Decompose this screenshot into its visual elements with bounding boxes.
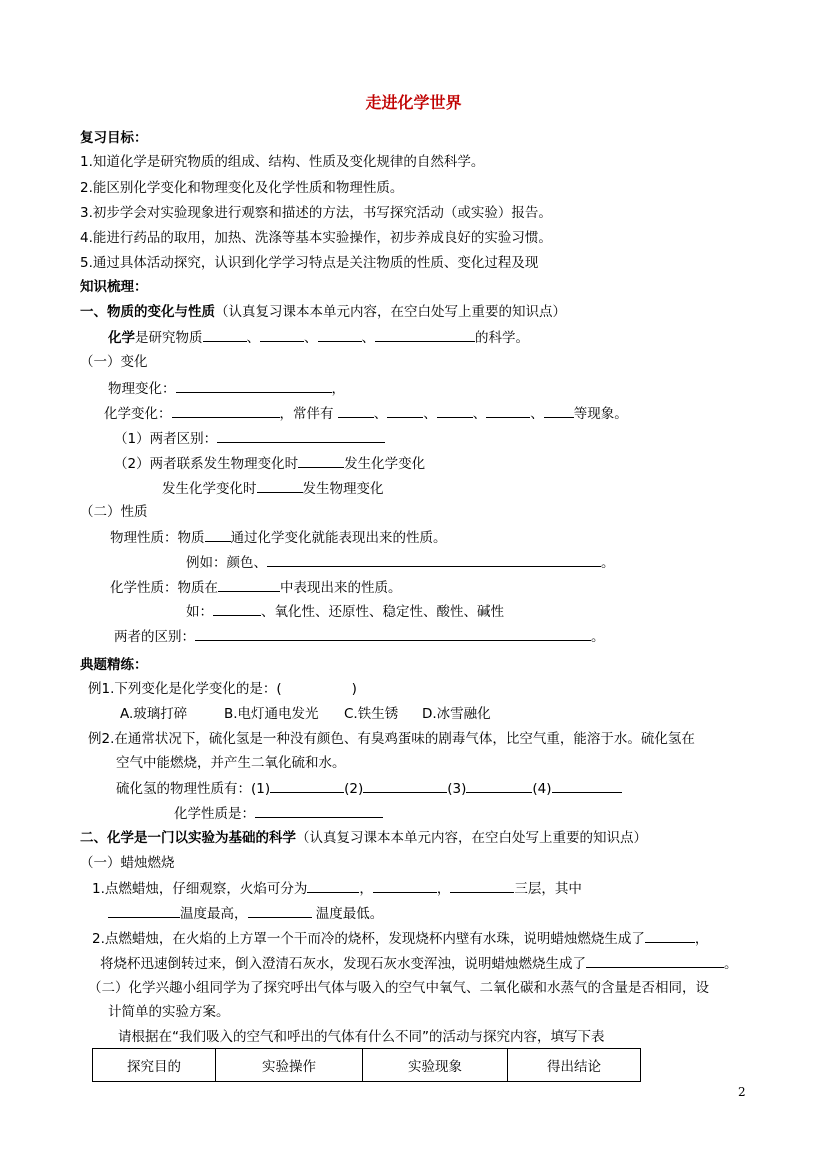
section2-title-bold: 二、化学是一门以实验为基础的科学 — [80, 830, 296, 846]
relation-end: 发生化学变化 — [344, 456, 426, 472]
goal-item: 2.能区别化学变化和物理变化及化学性质和物理性质。 — [80, 180, 404, 196]
blank[interactable] — [248, 903, 312, 918]
relation-text: 发生化学变化时 — [162, 481, 257, 497]
ex2-phys-label: 硫化氢的物理性质有： — [116, 781, 251, 797]
sep: 、 — [246, 330, 260, 346]
q1-cold: 温度最低。 — [315, 906, 384, 922]
group-line1: （二）化学兴趣小组同学为了探究呼出气体与吸入的空气中氧气、二氧化碳和水蒸气的含量是否相同，设 — [88, 980, 709, 996]
blank[interactable] — [298, 453, 344, 468]
num: (3) — [447, 781, 467, 797]
blank[interactable] — [176, 378, 332, 393]
num: (1) — [251, 781, 271, 797]
q2-text: 将烧杯迅速倒转过来，倒入澄清石灰水，发现石灰水变浑浊，说明蜡烛燃烧生成了 — [100, 956, 586, 972]
table-header-cell: 实验现象 — [363, 1049, 508, 1082]
experiment-table — [92, 1048, 641, 1082]
relation-line-2 — [162, 478, 384, 499]
comma: ， — [436, 881, 451, 897]
option-c: C.铁生锈 — [344, 706, 399, 722]
blank[interactable] — [257, 478, 303, 493]
num: (2) — [344, 781, 364, 797]
blank[interactable] — [213, 601, 261, 616]
example1-options — [120, 704, 491, 724]
comma: ， — [359, 881, 373, 897]
candle-q2-line1 — [92, 928, 708, 949]
example2-line2: 空气中能燃烧，并产生二氧化硫和水。 — [116, 755, 346, 771]
blank[interactable] — [387, 403, 423, 418]
q2-text: 2.点燃蜡烛，在火焰的上方罩一个干而冷的烧杯，发现烧杯内壁有水珠，说明蜡烛燃烧生成了 — [92, 931, 645, 947]
change-heading: （一）变化 — [80, 354, 148, 370]
blank[interactable] — [260, 327, 304, 342]
blank[interactable] — [437, 403, 473, 418]
blank[interactable] — [338, 403, 374, 418]
relation-end: 发生物理变化 — [302, 481, 384, 497]
blank[interactable] — [267, 552, 601, 567]
blank[interactable] — [586, 953, 724, 968]
ex2-chem-label: 化学性质是： — [174, 806, 255, 822]
phys-prop-label: 物理性质：物质 — [110, 530, 205, 546]
section2-title — [80, 828, 647, 848]
blank[interactable] — [318, 327, 362, 342]
num: (4) — [532, 781, 552, 797]
knowledge-heading: 知识梳理： — [80, 279, 148, 295]
property-difference-line — [114, 626, 605, 647]
example2-physical — [116, 778, 622, 799]
paren: ) — [351, 681, 357, 697]
chem-prop-label: 化学性质：物质在 — [110, 580, 218, 596]
relation-line-1 — [114, 453, 425, 474]
chem-example-label: 如： — [186, 604, 213, 620]
sep: 、 — [472, 406, 487, 422]
period: 。 — [591, 629, 605, 645]
chem-prop-text: 中表现出来的性质。 — [280, 580, 402, 596]
sep: 、 — [361, 330, 375, 346]
chemical-example-line — [186, 601, 504, 622]
often-with: ，常伴有 — [279, 406, 334, 422]
example2-line1: 例2.在通常状况下，硫化氢是一种没有颜色、有臭鸡蛋味的剧毒气体，比空气重，能溶于水。硫化氢在 — [88, 731, 695, 747]
physical-example-line — [186, 552, 615, 573]
table-row — [93, 1049, 641, 1082]
blank[interactable] — [486, 403, 530, 418]
blank[interactable] — [450, 878, 514, 893]
blank[interactable] — [218, 577, 280, 592]
page-number: 2 — [738, 1085, 746, 1099]
document-title: 走进化学世界 — [365, 93, 462, 112]
comma: ， — [331, 381, 345, 397]
chem-def-end: 的科学。 — [475, 330, 529, 346]
example2-chemical — [174, 803, 383, 824]
goal-item: 5.通过具体活动探究，认识到化学学习特点是关注物质的性质、变化过程及现 — [80, 255, 539, 271]
section1-title-bold: 一、物质的变化与性质 — [80, 304, 215, 320]
blank[interactable] — [466, 778, 532, 793]
blank[interactable] — [363, 778, 447, 793]
option-d: D.冰雪融化 — [422, 706, 491, 722]
blank[interactable] — [552, 778, 622, 793]
goal-item: 1.知道化学是研究物质的组成、结构、性质及变化规律的自然科学。 — [80, 154, 485, 170]
blank[interactable] — [375, 327, 475, 342]
blank[interactable] — [373, 878, 437, 893]
option-b: B.电灯通电发光 — [224, 706, 319, 722]
chem-def-text: 是研究物质 — [135, 330, 203, 346]
phys-prop-text: 通过化学变化就能表现出来的性质。 — [230, 530, 447, 546]
difference-label: （1）两者区别： — [114, 431, 218, 447]
blank[interactable] — [205, 527, 231, 542]
section1-title-note: （认真复习课本本单元内容，在空白处写上重要的知识点） — [215, 304, 566, 320]
blank[interactable] — [270, 778, 344, 793]
difference-line — [114, 428, 385, 449]
table-header-cell: 实验操作 — [216, 1049, 363, 1082]
blank[interactable] — [217, 428, 385, 443]
blank[interactable] — [255, 803, 383, 818]
section2-title-note: （认真复习课本本单元内容，在空白处写上重要的知识点） — [296, 830, 647, 846]
blank[interactable] — [108, 903, 180, 918]
blank[interactable] — [645, 928, 695, 943]
table-header-cell: 探究目的 — [93, 1049, 216, 1082]
chem-example-text: 、氧化性、还原性、稳定性、酸性、碱性 — [261, 604, 504, 620]
chem-def-bold: 化学 — [108, 330, 135, 346]
section1-title — [80, 302, 566, 322]
q1-text: 1.点燃蜡烛，仔细观察，火焰可分为 — [92, 881, 308, 897]
exercises-heading: 典题精练： — [80, 657, 148, 673]
chemical-change-line — [104, 403, 628, 424]
candle-q1-line1 — [92, 878, 582, 899]
blank[interactable] — [172, 403, 280, 418]
relation-text: （2）两者联系发生物理变化时 — [114, 456, 299, 472]
group-line2: 计简单的实验方案。 — [108, 1004, 230, 1020]
goal-item: 4.能进行药品的取用，加热、洗涤等基本实验操作，初步养成良好的实验习惯。 — [80, 230, 552, 246]
chemical-property-line — [110, 577, 402, 598]
review-goals-heading: 复习目标： — [80, 130, 148, 146]
goal-item: 3.初步学会对实验现象进行观察和描述的方法，书写探究活动（或实验）报告。 — [80, 205, 552, 221]
ex1-text: 例1.下列变化是化学变化的是：( — [88, 681, 282, 697]
sep: 、 — [373, 406, 388, 422]
q1-hot: 温度最高， — [180, 906, 248, 922]
candle-heading: （一）蜡烛燃烧 — [80, 855, 175, 871]
table-intro: 请根据在“我们吸入的空气和呼出的气体有什么不同”的活动与探究内容，填写下表 — [118, 1029, 605, 1045]
prop-diff-label: 两者的区别： — [114, 629, 195, 645]
sep: 、 — [304, 330, 318, 346]
period: 。 — [601, 555, 615, 571]
period: 。 — [724, 956, 738, 972]
blank[interactable] — [544, 403, 574, 418]
comma: ， — [694, 931, 709, 947]
example1-question — [88, 679, 357, 699]
candle-q1-line2 — [108, 903, 383, 924]
option-a: A.玻璃打碎 — [120, 706, 188, 722]
sep: 、 — [423, 406, 437, 422]
physical-change-line — [108, 378, 345, 399]
sep: 、 — [530, 406, 544, 422]
phenomena: 等现象。 — [573, 406, 628, 422]
blank[interactable] — [195, 626, 591, 641]
physical-property-line — [110, 527, 447, 548]
blank[interactable] — [307, 878, 359, 893]
blank[interactable] — [203, 327, 247, 342]
table-header-cell: 得出结论 — [508, 1049, 641, 1082]
chemistry-definition — [108, 327, 529, 348]
phys-example-label: 例如：颜色、 — [186, 555, 267, 571]
chemical-change-label: 化学变化： — [104, 406, 172, 422]
candle-q2-line2 — [100, 953, 738, 974]
physical-change-label: 物理变化： — [108, 381, 176, 397]
q1-end: 三层，其中 — [514, 881, 582, 897]
property-heading: （二）性质 — [80, 504, 148, 520]
